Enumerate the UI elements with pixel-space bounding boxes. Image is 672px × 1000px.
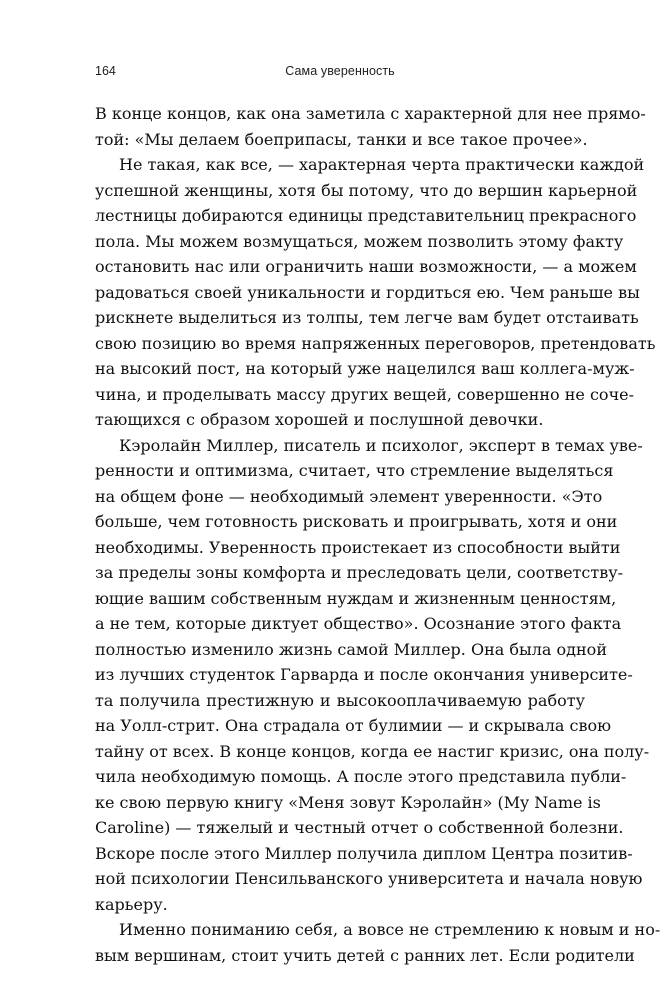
text-line: пола. Мы можем возмущаться, можем позволить этому факту xyxy=(95,231,624,251)
running-head xyxy=(95,64,585,82)
text-line: успешной женщины, хотя бы потому, что до вершин карьерной xyxy=(95,180,638,200)
text-line: В конце концов, как она заметила с характерной для нее прямо- xyxy=(95,104,646,123)
text-line: вым вершинам, стоит учить детей с ранних лет. Если родители xyxy=(95,945,635,965)
text-line: Caroline) — тяжелый и честный отчет о собственной болезни. xyxy=(95,818,624,837)
text-line: свою позицию во время напряженных переговоров, претендовать xyxy=(95,333,656,353)
paragraph xyxy=(95,917,661,968)
body-text xyxy=(95,101,661,968)
text-line: тайну от всех. В конце концов, когда ее настиг кризис, она полу- xyxy=(95,741,650,761)
text-line: больше, чем готовность рисковать и проигрывать, хотя и они xyxy=(95,512,618,531)
text-line: Именно пониманию себя, а вовсе не стремлению к новым и но- xyxy=(119,920,661,939)
text-line: карьеру. xyxy=(95,894,168,914)
text-line: а не тем, которые диктует общество». Осознание этого факта xyxy=(95,614,622,633)
paragraph xyxy=(95,152,656,433)
text-line: на общем фоне — необходимый элемент уверенности. «Это xyxy=(95,486,603,506)
page-number: 164 xyxy=(95,64,116,78)
text-line: ренности и оптимизма, считает, что стремление выделяться xyxy=(95,461,614,480)
text-line: Кэролайн Миллер, писатель и психолог, эксперт в темах уве- xyxy=(119,435,643,455)
text-line: за пределы зоны комфорта и преследовать цели, соответству- xyxy=(95,563,624,582)
text-line: на высокий пост, на который уже нацелился ваш коллега-муж- xyxy=(95,359,635,378)
paragraph xyxy=(95,101,646,152)
text-line: та получила престижную и высокооплачиваемую работу xyxy=(95,690,585,710)
text-line: Вскоре после этого Миллер получила диплом Центра позитив- xyxy=(95,843,633,863)
text-line: чила необходимую помощь. А после этого представила публи- xyxy=(95,767,627,786)
text-line: рискнете выделиться из толпы, тем легче вам будет отстаивать xyxy=(95,308,639,327)
running-title: Сама уверенность xyxy=(285,64,395,78)
text-line: из лучших студенток Гарварда и после окончания университе- xyxy=(95,665,633,684)
text-line: Не такая, как все, — характерная черта практически каждой xyxy=(119,155,645,174)
paragraph xyxy=(95,433,650,918)
text-line: лестницы добираются единицы представительниц прекрасного xyxy=(95,206,637,225)
text-line: ющие вашим собственным нуждам и жизненным ценностям, xyxy=(95,588,617,608)
text-line: ной психологии Пенсильванского университета и начала новую xyxy=(95,869,643,888)
text-line: остановить нас или ограничить наши возможности, — а можем xyxy=(95,257,637,276)
text-line: радоваться своей уникальности и гордиться ею. Чем раньше вы xyxy=(95,282,640,302)
text-line: полностью изменило жизнь самой Миллер. Она была одной xyxy=(95,639,607,659)
text-line: необходимы. Уверенность проистекает из способности выйти xyxy=(95,537,621,557)
text-line: тающихся с образом хорошей и послушной девочки. xyxy=(95,410,544,429)
text-line: чина, и проделывать массу других вещей, совершенно не сочe- xyxy=(95,384,635,404)
text-line: на Уолл-стрит. Она страдала от булимии — и скрывала свою xyxy=(95,716,612,735)
text-line: ке свою первую книгу «Меня зовут Кэролайн» (My Name is xyxy=(95,792,601,812)
text-line: той: «Мы делаем боеприпасы, танки и все такое прочее». xyxy=(95,129,588,149)
